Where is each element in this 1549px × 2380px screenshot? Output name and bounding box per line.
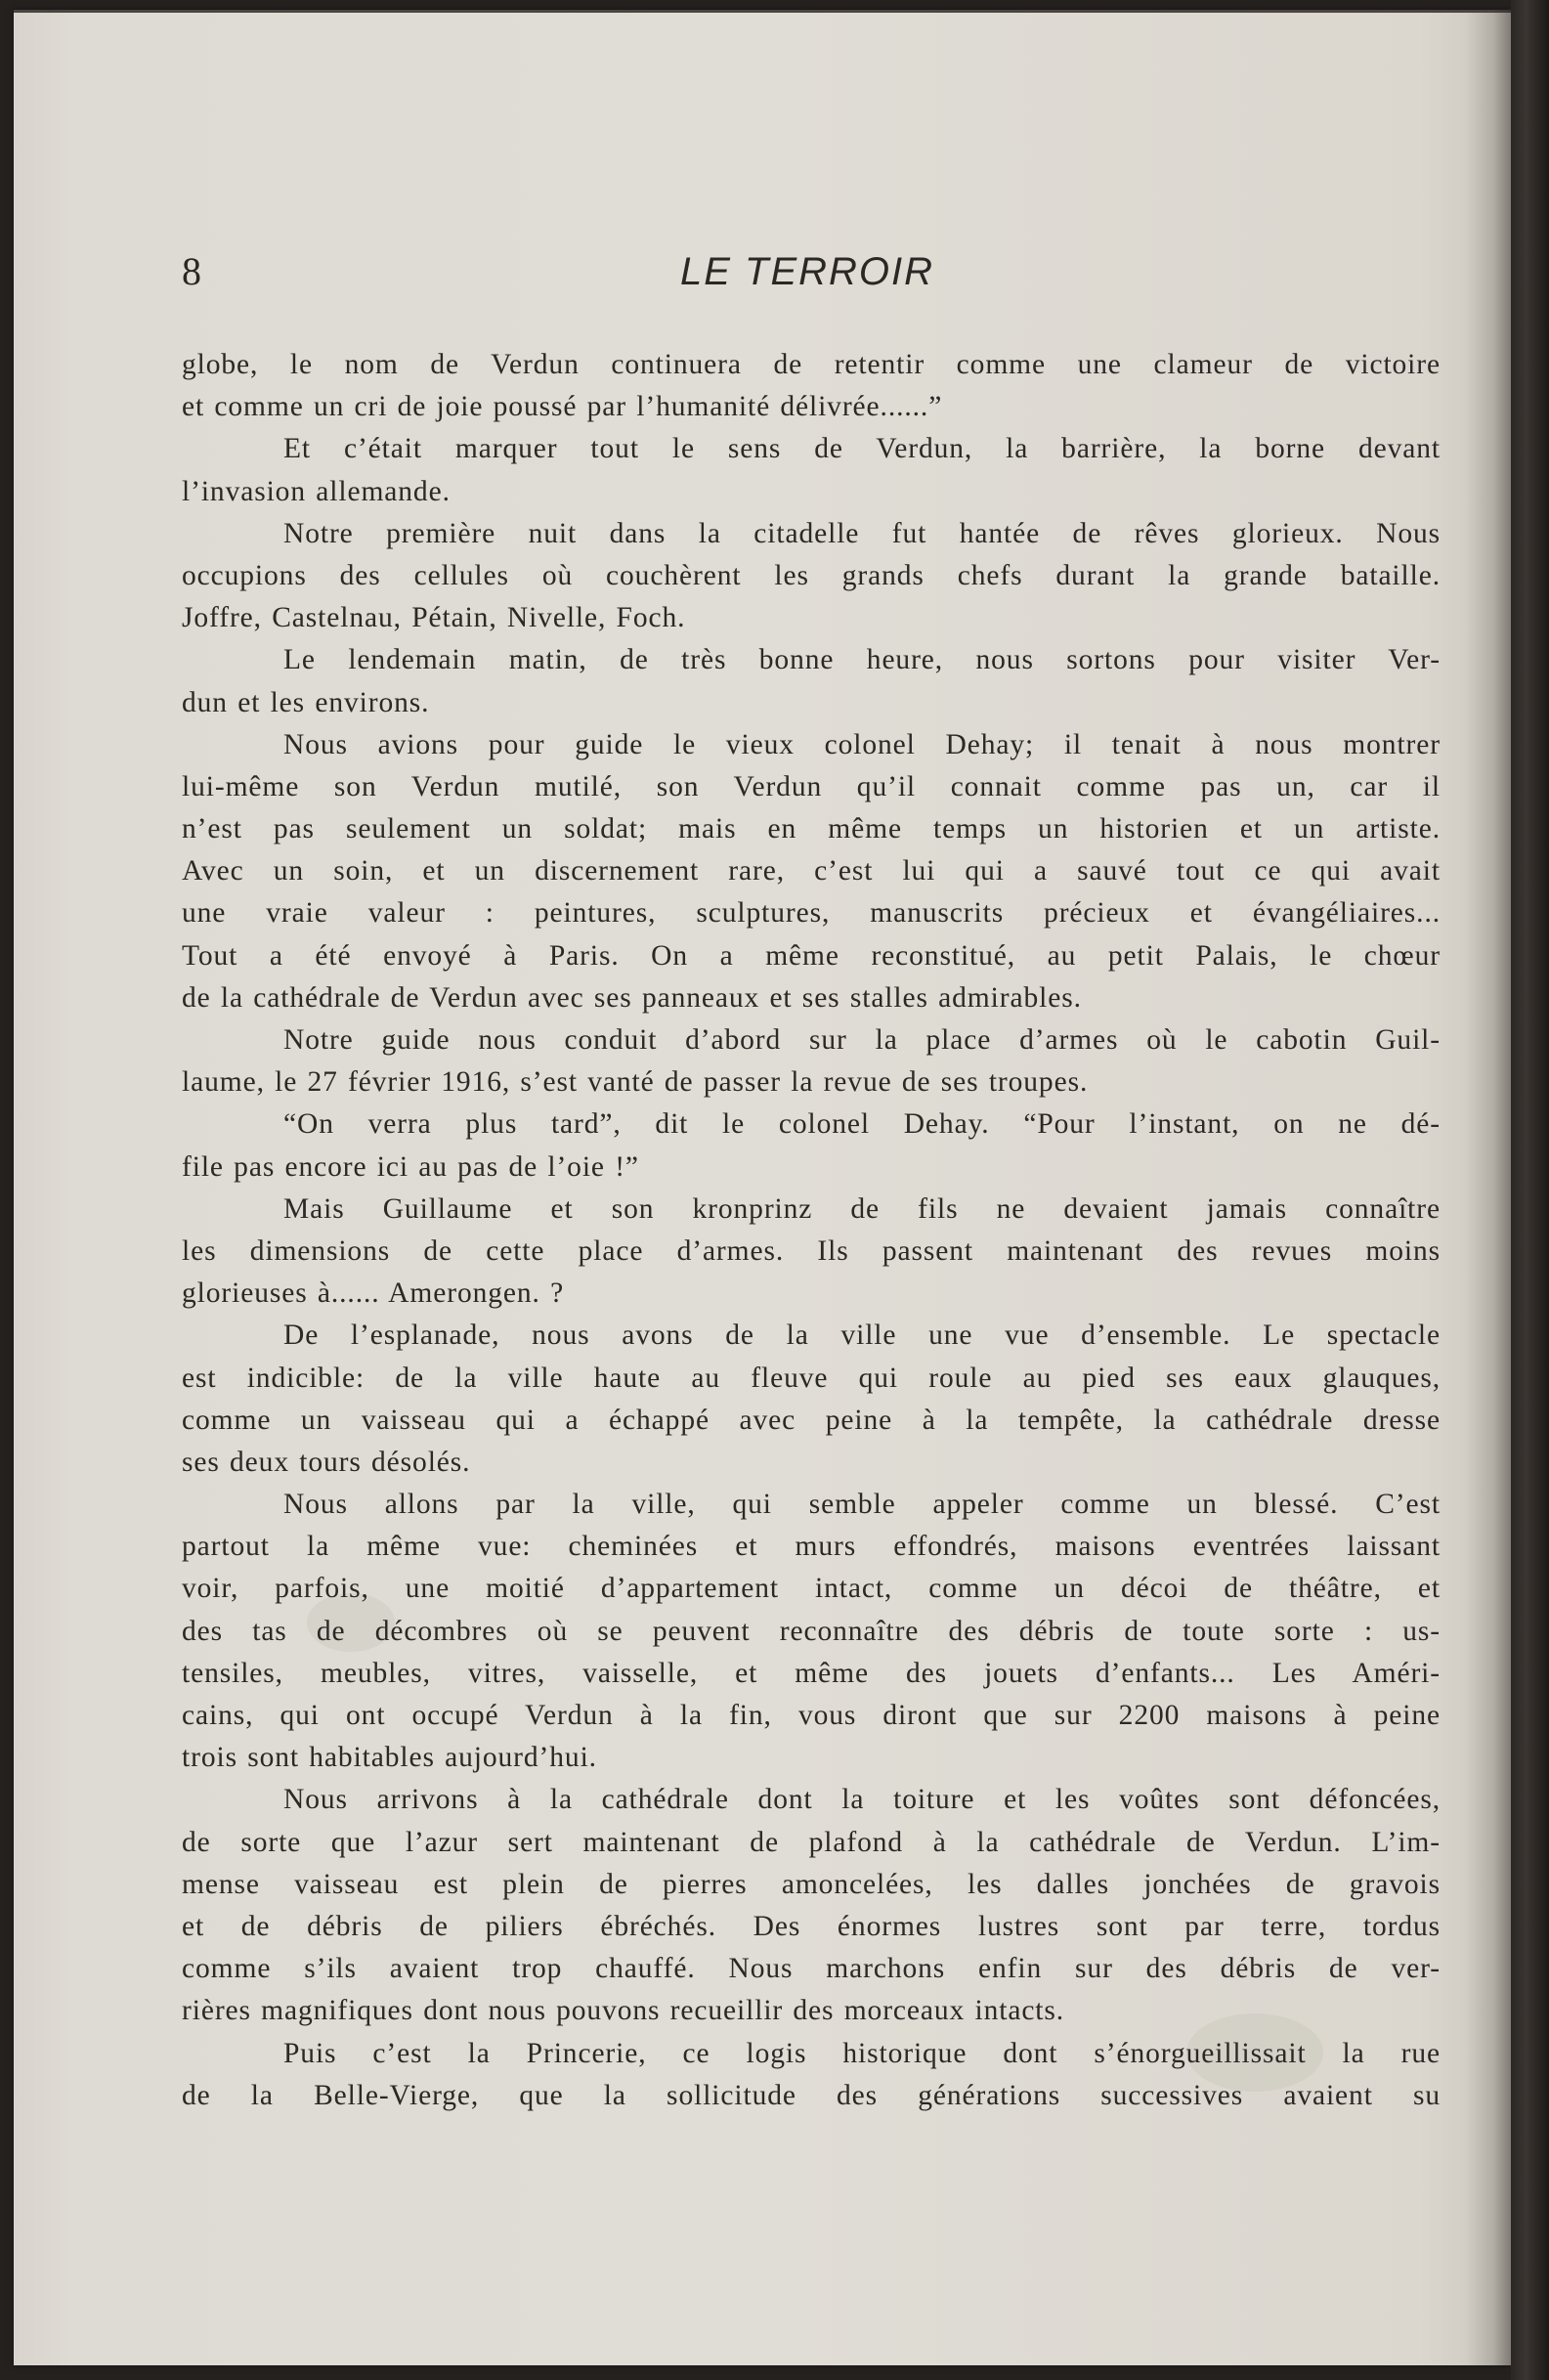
text-line: Avec un soin, et un discernement rare, c’est lui qui a sauvé tout ce qui avait: [182, 855, 1441, 887]
text-line: les dimensions de cette place d’armes. Ils passent maintenant des revues moins: [182, 1234, 1441, 1267]
text-line: l’invasion allemande.: [182, 475, 451, 507]
text-line: n’est pas seulement un soldat; mais en même temps un historien et un artiste.: [182, 813, 1441, 845]
page-top-edge: [14, 10, 1511, 13]
page-header: [182, 244, 1433, 303]
text-line: Nous arrivons à la cathédrale dont la toiture et les voûtes sont défoncées,: [283, 1784, 1441, 1816]
text-line: Joffre, Castelnau, Pétain, Nivelle, Foch.: [182, 602, 686, 634]
text-line: est indicible: de la ville haute au fleuve qui roule au pied ses eaux glauques,: [182, 1362, 1441, 1394]
text-line: et de débris de piliers ébréchés. Des énormes lustres sont par terre, tordus: [182, 1910, 1441, 1942]
text-line: dun et les environs.: [182, 686, 430, 718]
text-line: cains, qui ont occupé Verdun à la fin, vous diront que sur 2200 maisons à peine: [182, 1700, 1441, 1731]
text-line: et comme un cri de joie poussé par l’humanité délivrée......”: [182, 391, 943, 423]
running-title: LE TERROIR: [679, 250, 935, 293]
text-line: une vraie valeur : peintures, sculptures, manuscrits précieux et évangéliaires...: [182, 897, 1441, 930]
text-line: comme un vaisseau qui a échappé avec peine à la tempête, la cathédrale dresse: [182, 1404, 1441, 1436]
text-line: ses deux tours désolés.: [182, 1446, 471, 1478]
text-line: lui-même son Verdun mutilé, son Verdun qu’il connait comme pas un, car il: [182, 770, 1441, 802]
text-line: trois sont habitables aujourd’hui.: [182, 1742, 597, 1774]
text-line: Puis c’est la Princerie, ce logis historique dont s’énorgueillissait la rue: [283, 2037, 1441, 2069]
text-line: globe, le nom de Verdun continuera de retentir comme une clameur de victoire: [182, 349, 1441, 380]
text-line: file pas encore ici au pas de l’oie !”: [182, 1150, 639, 1183]
text-line: de la Belle-Vierge, que la sollicitude des générations successives avaient su: [182, 2079, 1441, 2111]
text-line: des tas de décombres où se peuvent reconnaître des débris de toute sorte : us-: [182, 1615, 1441, 1647]
text-line: voir, parfois, une moitié d’appartement intact, comme un décoi de théâtre, et: [182, 1573, 1441, 1605]
text-line: occupions des cellules où couchèrent les grands chefs durant la grande bataille.: [182, 559, 1441, 591]
text-line: Mais Guillaume et son kronprinz de fils ne devaient jamais connaître: [283, 1192, 1441, 1225]
text-line: mense vaisseau est plein de pierres amoncelées, les dalles jonchées de gravois: [182, 1868, 1441, 1900]
text-line: Tout a été envoyé à Paris. On a même reconstitué, au petit Palais, le chœur: [182, 939, 1441, 972]
text-line: “On verra plus tard”, dit le colonel Dehay. “Pour l’instant, on ne dé-: [283, 1108, 1441, 1141]
text-line: comme s’ils avaient trop chauffé. Nous marchons enfin sur des débris de ver-: [182, 1953, 1441, 1985]
text-line: Et c’était marquer tout le sens de Verdun, la barrière, la borne devant: [283, 433, 1441, 465]
text-line: tensiles, meubles, vitres, vaisselle, et même des jouets d’enfants... Les Améri-: [182, 1657, 1441, 1689]
book-binding-edge: [1511, 0, 1549, 2380]
text-line: de sorte que l’azur sert maintenant de plafond à la cathédrale de Verdun. L’im-: [182, 1826, 1441, 1858]
text-line: Notre guide nous conduit d’abord sur la place d’armes où le cabotin Guil-: [283, 1024, 1441, 1056]
text-line: laume, le 27 février 1916, s’est vanté de passer la revue de ses troupes.: [182, 1066, 1089, 1099]
text-line: partout la même vue: cheminées et murs effondrés, maisons eventrées laissant: [182, 1531, 1441, 1563]
text-line: glorieuses à...... Amerongen. ?: [182, 1277, 565, 1310]
text-line: Notre première nuit dans la citadelle fut hantée de rêves glorieux. Nous: [283, 517, 1441, 549]
text-line: Nous allons par la ville, qui semble appeler comme un blessé. C’est: [283, 1489, 1441, 1521]
text-line: rières magnifiques dont nous pouvons recueillir des morceaux intacts.: [182, 1995, 1065, 2027]
text-line: Nous avions pour guide le vieux colonel Dehay; il tenait à nous montrer: [283, 728, 1441, 760]
body-text: [182, 344, 1441, 2117]
page-gutter-shadow: [1466, 10, 1511, 2365]
page-number: 8: [182, 249, 201, 293]
text-line: de la cathédrale de Verdun avec ses panneaux et ses stalles admirables.: [182, 981, 1082, 1014]
text-line: Le lendemain matin, de très bonne heure, nous sortons pour visiter Ver-: [283, 644, 1441, 676]
text-line: De l’esplanade, nous avons de la ville une vue d’ensemble. Le spectacle: [283, 1320, 1441, 1352]
